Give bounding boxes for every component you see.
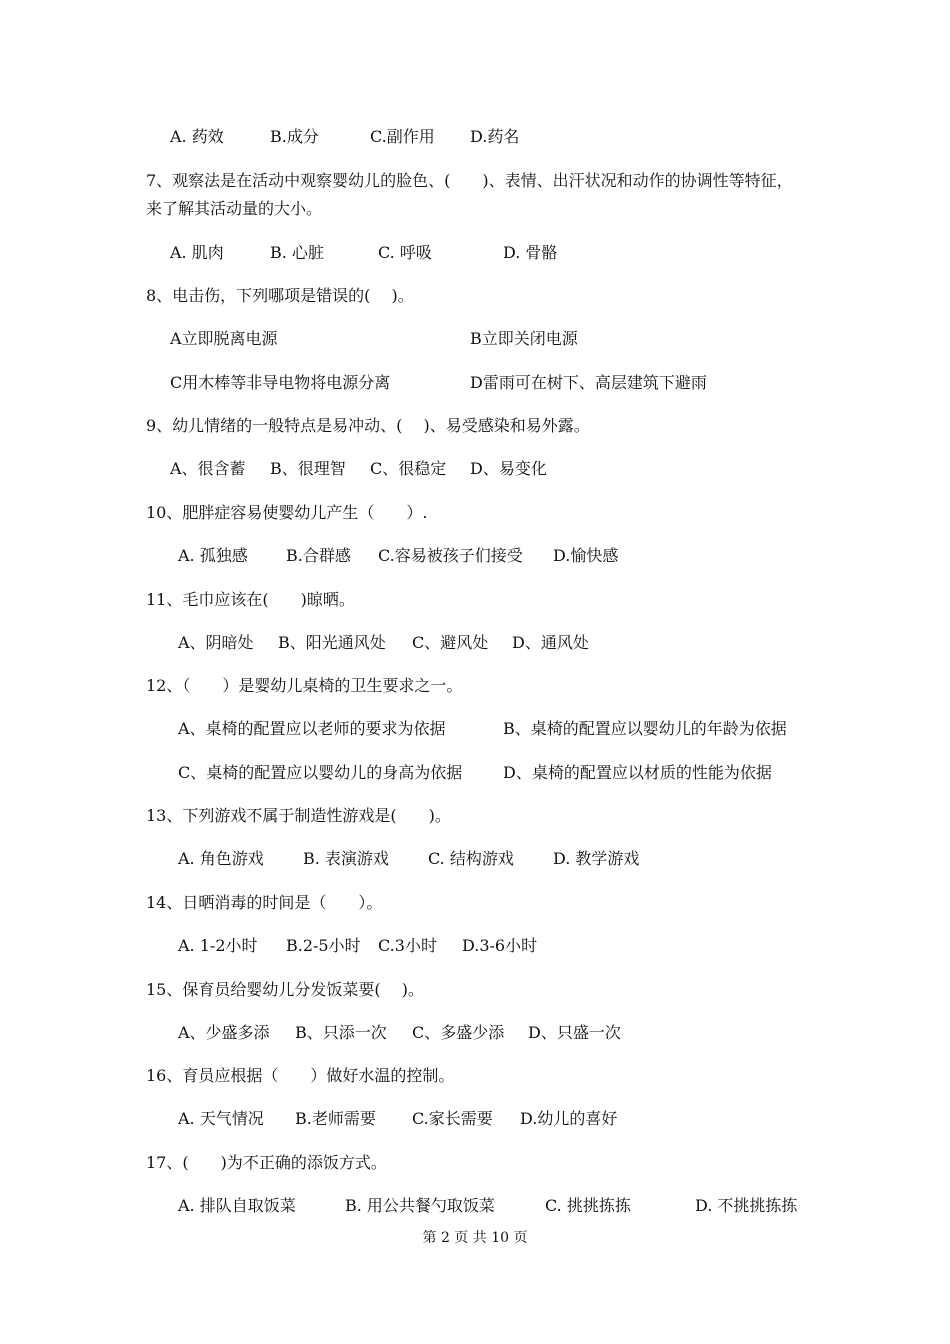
option-b: B. 表演游戏: [303, 849, 389, 868]
option-a: A. 天气情况: [178, 1109, 264, 1128]
option-d: D、只盛一次: [528, 1023, 621, 1042]
option-b: B. 用公共餐勺取饭菜: [345, 1196, 495, 1215]
question-stem-continued: 来了解其活动量的大小。: [146, 199, 323, 218]
option-c: C、桌椅的配置应以婴幼儿的身高为依据: [178, 763, 463, 782]
question-stem: 9、幼儿情绪的一般特点是易冲动、( )、易受感染和易外露。: [146, 416, 590, 435]
question-stem: 15、保育员给婴幼儿分发饭菜要( )。: [146, 980, 424, 999]
option-c: C. 结构游戏: [428, 849, 514, 868]
option-d: D.愉快感: [553, 546, 619, 565]
option-b: B.成分: [270, 127, 319, 146]
option-a: A、阴暗处: [178, 633, 254, 652]
option-c: C.3小时: [378, 936, 437, 955]
option-c: C、避风处: [412, 633, 489, 652]
option-c: C、多盛少添: [412, 1023, 505, 1042]
option-a: A. 药效: [170, 127, 224, 146]
question-stem: 16、育员应根据（ ）做好水温的控制。: [146, 1066, 455, 1085]
question-stem: 7、观察法是在活动中观察婴幼儿的脸色、( )、表情、出汗状况和动作的协调性等特征，: [146, 171, 793, 190]
option-c: C. 挑挑拣拣: [545, 1196, 631, 1215]
option-b: B、只添一次: [295, 1023, 387, 1042]
option-a: A. 排队自取饭菜: [178, 1196, 296, 1215]
option-d: D.药名: [470, 127, 520, 146]
option-a: A. 角色游戏: [178, 849, 264, 868]
option-a: A、桌椅的配置应以老师的要求为依据: [178, 719, 446, 738]
option-d: D、通风处: [512, 633, 589, 652]
option-d: D雷雨可在树下、高层建筑下避雨: [470, 373, 707, 392]
option-c: C用木棒等非导电物将电源分离: [170, 373, 391, 392]
question-stem: 14、日晒消毒的时间是（ ）。: [146, 893, 383, 912]
page-number-footer: 第 2 页 共 10 页: [422, 1230, 528, 1246]
option-d: D. 不挑挑拣拣: [695, 1196, 798, 1215]
option-d: D.幼儿的喜好: [520, 1109, 618, 1128]
question-stem: 8、电击伤，下列哪项是错误的( )。: [146, 286, 414, 305]
question-stem: 10、肥胖症容易使婴幼儿产生（ ）.: [146, 503, 428, 522]
option-c: C.副作用: [370, 127, 435, 146]
option-c: C、很稳定: [370, 459, 447, 478]
option-c: C. 呼吸: [378, 243, 432, 262]
question-stem: 17、( )为不正确的添饭方式。: [146, 1153, 387, 1172]
option-a: A立即脱离电源: [170, 329, 278, 348]
option-d: D.3-6小时: [462, 936, 538, 955]
option-b: B. 心脏: [270, 243, 324, 262]
option-d: D、桌椅的配置应以材质的性能为依据: [503, 763, 772, 782]
option-d: D. 教学游戏: [553, 849, 640, 868]
option-a: A. 孤独感: [178, 546, 248, 565]
option-a: A. 1-2小时: [178, 936, 258, 955]
option-d: D. 骨骼: [503, 243, 558, 262]
option-b: B、桌椅的配置应以婴幼儿的年龄为依据: [503, 719, 787, 738]
option-a: A、很含蓄: [170, 459, 246, 478]
option-b: B、阳光通风处: [278, 633, 386, 652]
option-c: C.容易被孩子们接受: [378, 546, 523, 565]
question-stem: 12、（ ）是婴幼儿桌椅的卫生要求之一。: [146, 676, 463, 695]
option-b: B.2-5小时: [286, 936, 361, 955]
option-b: B、很理智: [270, 459, 346, 478]
question-stem: 11、毛巾应该在( )晾晒。: [146, 590, 355, 609]
option-c: C.家长需要: [412, 1109, 493, 1128]
option-b: B立即关闭电源: [470, 329, 578, 348]
option-b: B.老师需要: [295, 1109, 376, 1128]
option-a: A、少盛多添: [178, 1023, 270, 1042]
option-b: B.合群感: [286, 546, 351, 565]
option-d: D、易变化: [470, 459, 547, 478]
option-a: A. 肌肉: [170, 243, 224, 262]
question-stem: 13、下列游戏不属于制造性游戏是( )。: [146, 806, 451, 825]
